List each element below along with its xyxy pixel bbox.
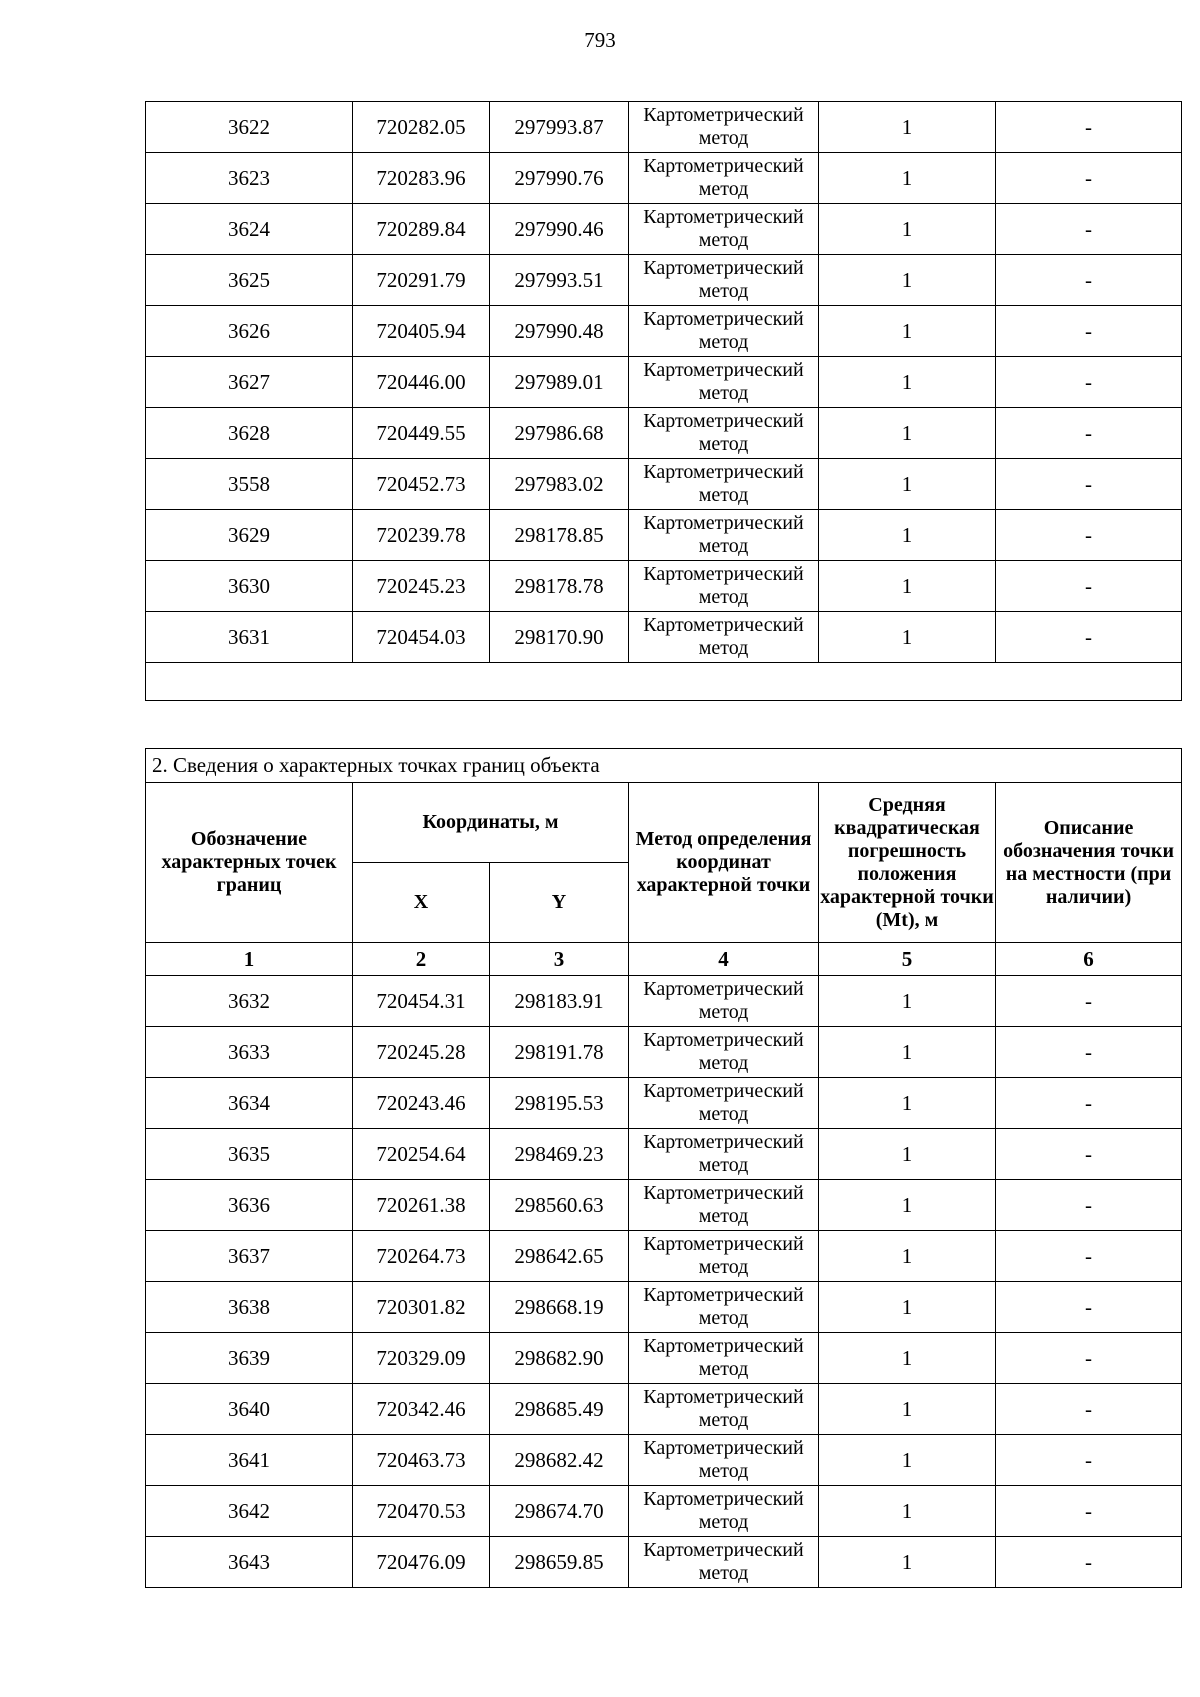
cell-description: - [996,612,1182,663]
cell-description: - [996,1486,1182,1537]
cell-description: - [996,1231,1182,1282]
table-row [146,408,1182,459]
table-row [146,1486,1182,1537]
cell-y: 298668.19 [490,1282,629,1333]
empty-cell [146,663,1182,701]
cell-x: 720282.05 [353,102,490,153]
cell-point-number: 3622 [146,102,353,153]
cell-x: 720243.46 [353,1078,490,1129]
cell-method: Картометрический метод [629,1282,819,1333]
cell-mean-error: 1 [819,1180,996,1231]
cell-description: - [996,357,1182,408]
cell-x: 720342.46 [353,1384,490,1435]
column-number: 5 [819,943,996,976]
cell-y: 298469.23 [490,1129,629,1180]
cell-x: 720239.78 [353,510,490,561]
cell-mean-error: 1 [819,1333,996,1384]
cell-mean-error: 1 [819,459,996,510]
cell-point-number: 3640 [146,1384,353,1435]
cell-mean-error: 1 [819,561,996,612]
cell-y: 298674.70 [490,1486,629,1537]
table-row [146,255,1182,306]
cell-y: 297989.01 [490,357,629,408]
cell-method: Картометрический метод [629,459,819,510]
cell-y: 298659.85 [490,1537,629,1588]
cell-y: 297993.87 [490,102,629,153]
cell-description: - [996,1537,1182,1588]
cell-description: - [996,1180,1182,1231]
cell-y: 297983.02 [490,459,629,510]
cell-x: 720449.55 [353,408,490,459]
cell-method: Картометрический метод [629,408,819,459]
cell-y: 298685.49 [490,1384,629,1435]
cell-point-number: 3639 [146,1333,353,1384]
cell-mean-error: 1 [819,1231,996,1282]
header-coordinates: Координаты, м [353,783,629,863]
cell-mean-error: 1 [819,153,996,204]
cell-description: - [996,204,1182,255]
table-row [146,1027,1182,1078]
table-row [146,357,1182,408]
cell-mean-error: 1 [819,255,996,306]
table-row [146,561,1182,612]
cell-y: 298642.65 [490,1231,629,1282]
cell-x: 720452.73 [353,459,490,510]
cell-mean-error: 1 [819,976,996,1027]
header-x: X [353,863,490,943]
cell-point-number: 3629 [146,510,353,561]
column-number: 4 [629,943,819,976]
cell-point-number: 3558 [146,459,353,510]
table-row [146,306,1182,357]
cell-y: 298178.78 [490,561,629,612]
cell-y: 298682.90 [490,1333,629,1384]
cell-x: 720454.03 [353,612,490,663]
cell-mean-error: 1 [819,1384,996,1435]
cell-mean-error: 1 [819,408,996,459]
cell-method: Картометрический метод [629,1231,819,1282]
table-row [146,1537,1182,1588]
cell-point-number: 3642 [146,1486,353,1537]
cell-description: - [996,459,1182,510]
cell-point-number: 3625 [146,255,353,306]
table-row [146,102,1182,153]
cell-x: 720291.79 [353,255,490,306]
cell-point-number: 3628 [146,408,353,459]
cell-y: 298191.78 [490,1027,629,1078]
cell-x: 720261.38 [353,1180,490,1231]
cell-method: Картометрический метод [629,204,819,255]
empty-row [146,663,1182,701]
cell-y: 298560.63 [490,1180,629,1231]
cell-x: 720254.64 [353,1129,490,1180]
column-number: 2 [353,943,490,976]
cell-method: Картометрический метод [629,1537,819,1588]
cell-x: 720470.53 [353,1486,490,1537]
cell-y: 298183.91 [490,976,629,1027]
cell-description: - [996,976,1182,1027]
cell-method: Картометрический метод [629,510,819,561]
cell-mean-error: 1 [819,1435,996,1486]
cell-method: Картометрический метод [629,561,819,612]
cell-description: - [996,1078,1182,1129]
boundary-points-table [145,748,1182,1588]
cell-description: - [996,1384,1182,1435]
column-number: 3 [490,943,629,976]
cell-description: - [996,153,1182,204]
cell-description: - [996,561,1182,612]
cell-description: - [996,255,1182,306]
cell-method: Картометрический метод [629,1384,819,1435]
cell-description: - [996,408,1182,459]
cell-description: - [996,1129,1182,1180]
cell-x: 720454.31 [353,976,490,1027]
cell-mean-error: 1 [819,1027,996,1078]
column-number: 1 [146,943,353,976]
cell-y: 297990.48 [490,306,629,357]
cell-mean-error: 1 [819,306,996,357]
table-row [146,153,1182,204]
cell-y: 298195.53 [490,1078,629,1129]
cell-point-number: 3626 [146,306,353,357]
table-row [146,1231,1182,1282]
header-description: Описание обозначения точки на местности (при наличии) [996,783,1182,943]
table-row [146,204,1182,255]
cell-method: Картометрический метод [629,1435,819,1486]
cell-x: 720476.09 [353,1537,490,1588]
cell-y: 297990.76 [490,153,629,204]
cell-mean-error: 1 [819,612,996,663]
cell-y: 297993.51 [490,255,629,306]
cell-method: Картометрический метод [629,102,819,153]
cell-x: 720289.84 [353,204,490,255]
cell-y: 298178.85 [490,510,629,561]
cell-mean-error: 1 [819,1078,996,1129]
cell-y: 298682.42 [490,1435,629,1486]
cell-point-number: 3630 [146,561,353,612]
table-row [146,510,1182,561]
cell-description: - [996,1282,1182,1333]
cell-x: 720264.73 [353,1231,490,1282]
page-number: 793 [584,28,616,52]
cell-point-number: 3634 [146,1078,353,1129]
table-row [146,459,1182,510]
cell-description: - [996,102,1182,153]
cell-x: 720301.82 [353,1282,490,1333]
cell-x: 720463.73 [353,1435,490,1486]
cell-mean-error: 1 [819,1486,996,1537]
cell-point-number: 3627 [146,357,353,408]
cell-point-number: 3624 [146,204,353,255]
cell-description: - [996,1333,1182,1384]
cell-point-number: 3643 [146,1537,353,1588]
cell-y: 298170.90 [490,612,629,663]
cell-point-number: 3635 [146,1129,353,1180]
cell-method: Картометрический метод [629,153,819,204]
cell-point-number: 3641 [146,1435,353,1486]
cell-point-number: 3638 [146,1282,353,1333]
cell-method: Картометрический метод [629,1078,819,1129]
header-point-designation: Обозначение характерных точек границ [146,783,353,943]
cell-mean-error: 1 [819,1129,996,1180]
cell-method: Картометрический метод [629,1027,819,1078]
cell-description: - [996,1435,1182,1486]
cell-y: 297990.46 [490,204,629,255]
header-y: Y [490,863,629,943]
cell-x: 720405.94 [353,306,490,357]
cell-y: 297986.68 [490,408,629,459]
table-row [146,612,1182,663]
cell-x: 720446.00 [353,357,490,408]
cell-x: 720245.23 [353,561,490,612]
cell-mean-error: 1 [819,1282,996,1333]
table-row [146,1333,1182,1384]
cell-method: Картометрический метод [629,306,819,357]
cell-mean-error: 1 [819,204,996,255]
cell-method: Картометрический метод [629,1486,819,1537]
cell-method: Картометрический метод [629,1180,819,1231]
cell-method: Картометрический метод [629,976,819,1027]
table-row [146,976,1182,1027]
cell-mean-error: 1 [819,102,996,153]
cell-point-number: 3633 [146,1027,353,1078]
table-row [146,1180,1182,1231]
cell-point-number: 3631 [146,612,353,663]
cell-x: 720283.96 [353,153,490,204]
cell-mean-error: 1 [819,1537,996,1588]
table-row [146,1129,1182,1180]
table-row [146,1435,1182,1486]
cell-method: Картометрический метод [629,612,819,663]
section-title: 2. Сведения о характерных точках границ объекта [146,749,1182,783]
cell-point-number: 3632 [146,976,353,1027]
cell-method: Картометрический метод [629,255,819,306]
table-row [146,1078,1182,1129]
cell-mean-error: 1 [819,357,996,408]
column-number: 6 [996,943,1182,976]
cell-method: Картометрический метод [629,1129,819,1180]
cell-point-number: 3636 [146,1180,353,1231]
header-method: Метод определения координат характерной точки [629,783,819,943]
table-row [146,1384,1182,1435]
coordinates-table-continued [145,101,1182,701]
cell-point-number: 3637 [146,1231,353,1282]
cell-description: - [996,306,1182,357]
cell-description: - [996,510,1182,561]
header-mean-error: Средняя квадратическая погрешность положения характерной точки (Mt), м [819,783,996,943]
cell-x: 720329.09 [353,1333,490,1384]
cell-x: 720245.28 [353,1027,490,1078]
cell-method: Картометрический метод [629,357,819,408]
cell-mean-error: 1 [819,510,996,561]
cell-method: Картометрический метод [629,1333,819,1384]
cell-point-number: 3623 [146,153,353,204]
table-row [146,1282,1182,1333]
cell-description: - [996,1027,1182,1078]
